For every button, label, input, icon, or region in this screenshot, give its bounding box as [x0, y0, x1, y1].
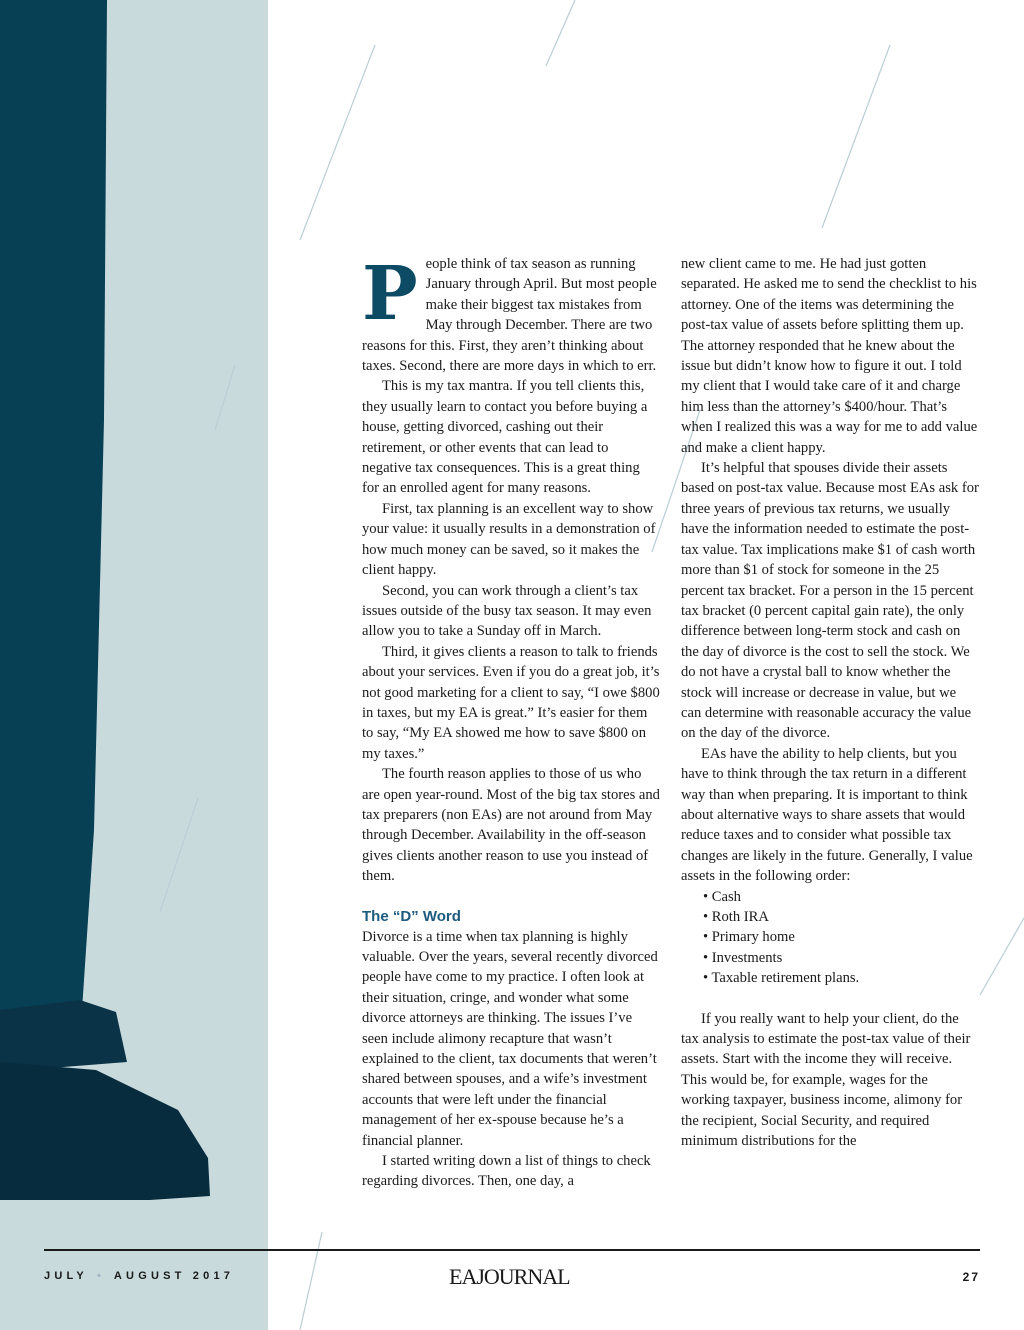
- list-item: • Investments: [703, 948, 979, 968]
- page-number: 27: [962, 1270, 980, 1284]
- list-item: • Taxable retirement plans.: [703, 968, 979, 988]
- legs-illustration: [0, 0, 268, 1330]
- footer-month-1: JULY: [44, 1270, 88, 1282]
- paragraph: Divorce is a time when tax planning is highly valuable. Over the years, several recently divorced people have come to my practice. I often look at their situation, cringe, and wonder what some divorce attorneys are thinking. The issues I’ve seen include alimony recapture that wasn’t explained to the client, tax documents that weren’t shared between spouses, and a wife’s investment accounts that were left under the financial management of her ex-spouse because he’s a financial planner.: [362, 928, 658, 1149]
- paragraph: eople think of tax season as running January through April. But most people make their biggest tax mistakes from May through December. There are two reasons for this. First, they aren’t thinking about taxes. Second, there are more days in which to err.: [362, 256, 657, 375]
- paragraph: It’s helpful that spouses divide their assets based on post-tax value. Because most EAs ask for three years of previous tax returns, we usually have the information needed to estimate the post-tax value. Tax implications make $1 of cash worth more than $1 of stock for someone in the 25 percent tax bracket. For a person in the 15 percent tax bracket (0 percent capital gain rate), the only difference between long-term stock and cash on the day of divorce is the cost to sell the stock. We do not have a crystal ball to know whether the stock will increase or decrease in value, but we can determine with reasonable accuracy the value on the day of the divorce.: [681, 460, 979, 742]
- list-item: • Roth IRA: [703, 907, 979, 927]
- paragraph: Second, you can work through a client’s tax issues outside of the busy tax season. It may even allow you to take a Sunday off in March.: [362, 582, 652, 640]
- trouser-leg: [0, 0, 107, 1020]
- article-column-right: [681, 254, 979, 1151]
- paragraph: EAs have the ability to help clients, but you have to think through the tax return in a different way than when preparing. It is important to think about alternative ways to share assets that would reduce taxes and to consider what possible tax changes are likely in the future. Generally, I value assets in the following order:: [681, 745, 973, 885]
- footer-month-2: AUGUST 2017: [113, 1270, 235, 1282]
- paragraph: If you really want to help your client, do the tax analysis to estimate the post-tax value of their assets. Start with the income they will receive. This would be, for example, wages for the working taxpayer, business income, alimony for the recipient, Social Security, and required minimum distributions for the: [681, 1010, 971, 1150]
- drop-cap: P: [362, 251, 418, 337]
- footer-issue-date: [44, 1270, 234, 1282]
- footer-rule: [44, 1249, 980, 1251]
- footer-separator: •: [96, 1270, 106, 1282]
- paragraph: Third, it gives clients a reason to talk to friends about your services. Even if you do a great job, it’s not good marketing for a client to say, “I owe $800 in taxes, but my EA is great.” It’s easier for them to say, “My EA showed me how to save $800 on my taxes.”: [362, 643, 660, 762]
- paragraph: The fourth reason applies to those of us who are open year-round. Most of the big tax stores and tax preparers (non EAs) are not around from May through December. Availability in the off-season gives clients another reason to use you instead of them.: [362, 766, 660, 885]
- section-subhead: The “D” Word: [362, 907, 461, 925]
- paragraph: First, tax planning is an excellent way to show your value: it usually results in a demonstration of how much money can be saved, so it makes the client happy.: [362, 500, 656, 579]
- list-item: • Primary home: [703, 927, 979, 947]
- article-column-left: [362, 251, 660, 1192]
- list-item: • Cash: [703, 887, 979, 907]
- paragraph: This is my tax mantra. If you tell clients this, they usually learn to contact you before buying a house, getting divorced, cashing out their retirement, or other events that can lead to negative tax consequences. This is a great thing for an enrolled agent for many reasons.: [362, 378, 648, 497]
- shoe-upper: [0, 1000, 127, 1072]
- spacer: [681, 989, 979, 1009]
- ea-journal-logo: EAJOURNAL: [449, 1264, 570, 1289]
- asset-order-list: [681, 887, 979, 989]
- paragraph: new client came to me. He had just gotten separated. He asked me to send the checklist to his attorney. One of the items was determining the post-tax value of assets before splitting them up. The attorney responded that he knew about the issue but didn’t know how to figure it out. I told my client that I would take care of it and charge him less than the attorney’s $400/hour. That’s when I realized this was a way for me to add value and make a client happy.: [681, 256, 978, 456]
- paragraph: I started writing down a list of things to check regarding divorces. Then, one day, a: [362, 1153, 651, 1190]
